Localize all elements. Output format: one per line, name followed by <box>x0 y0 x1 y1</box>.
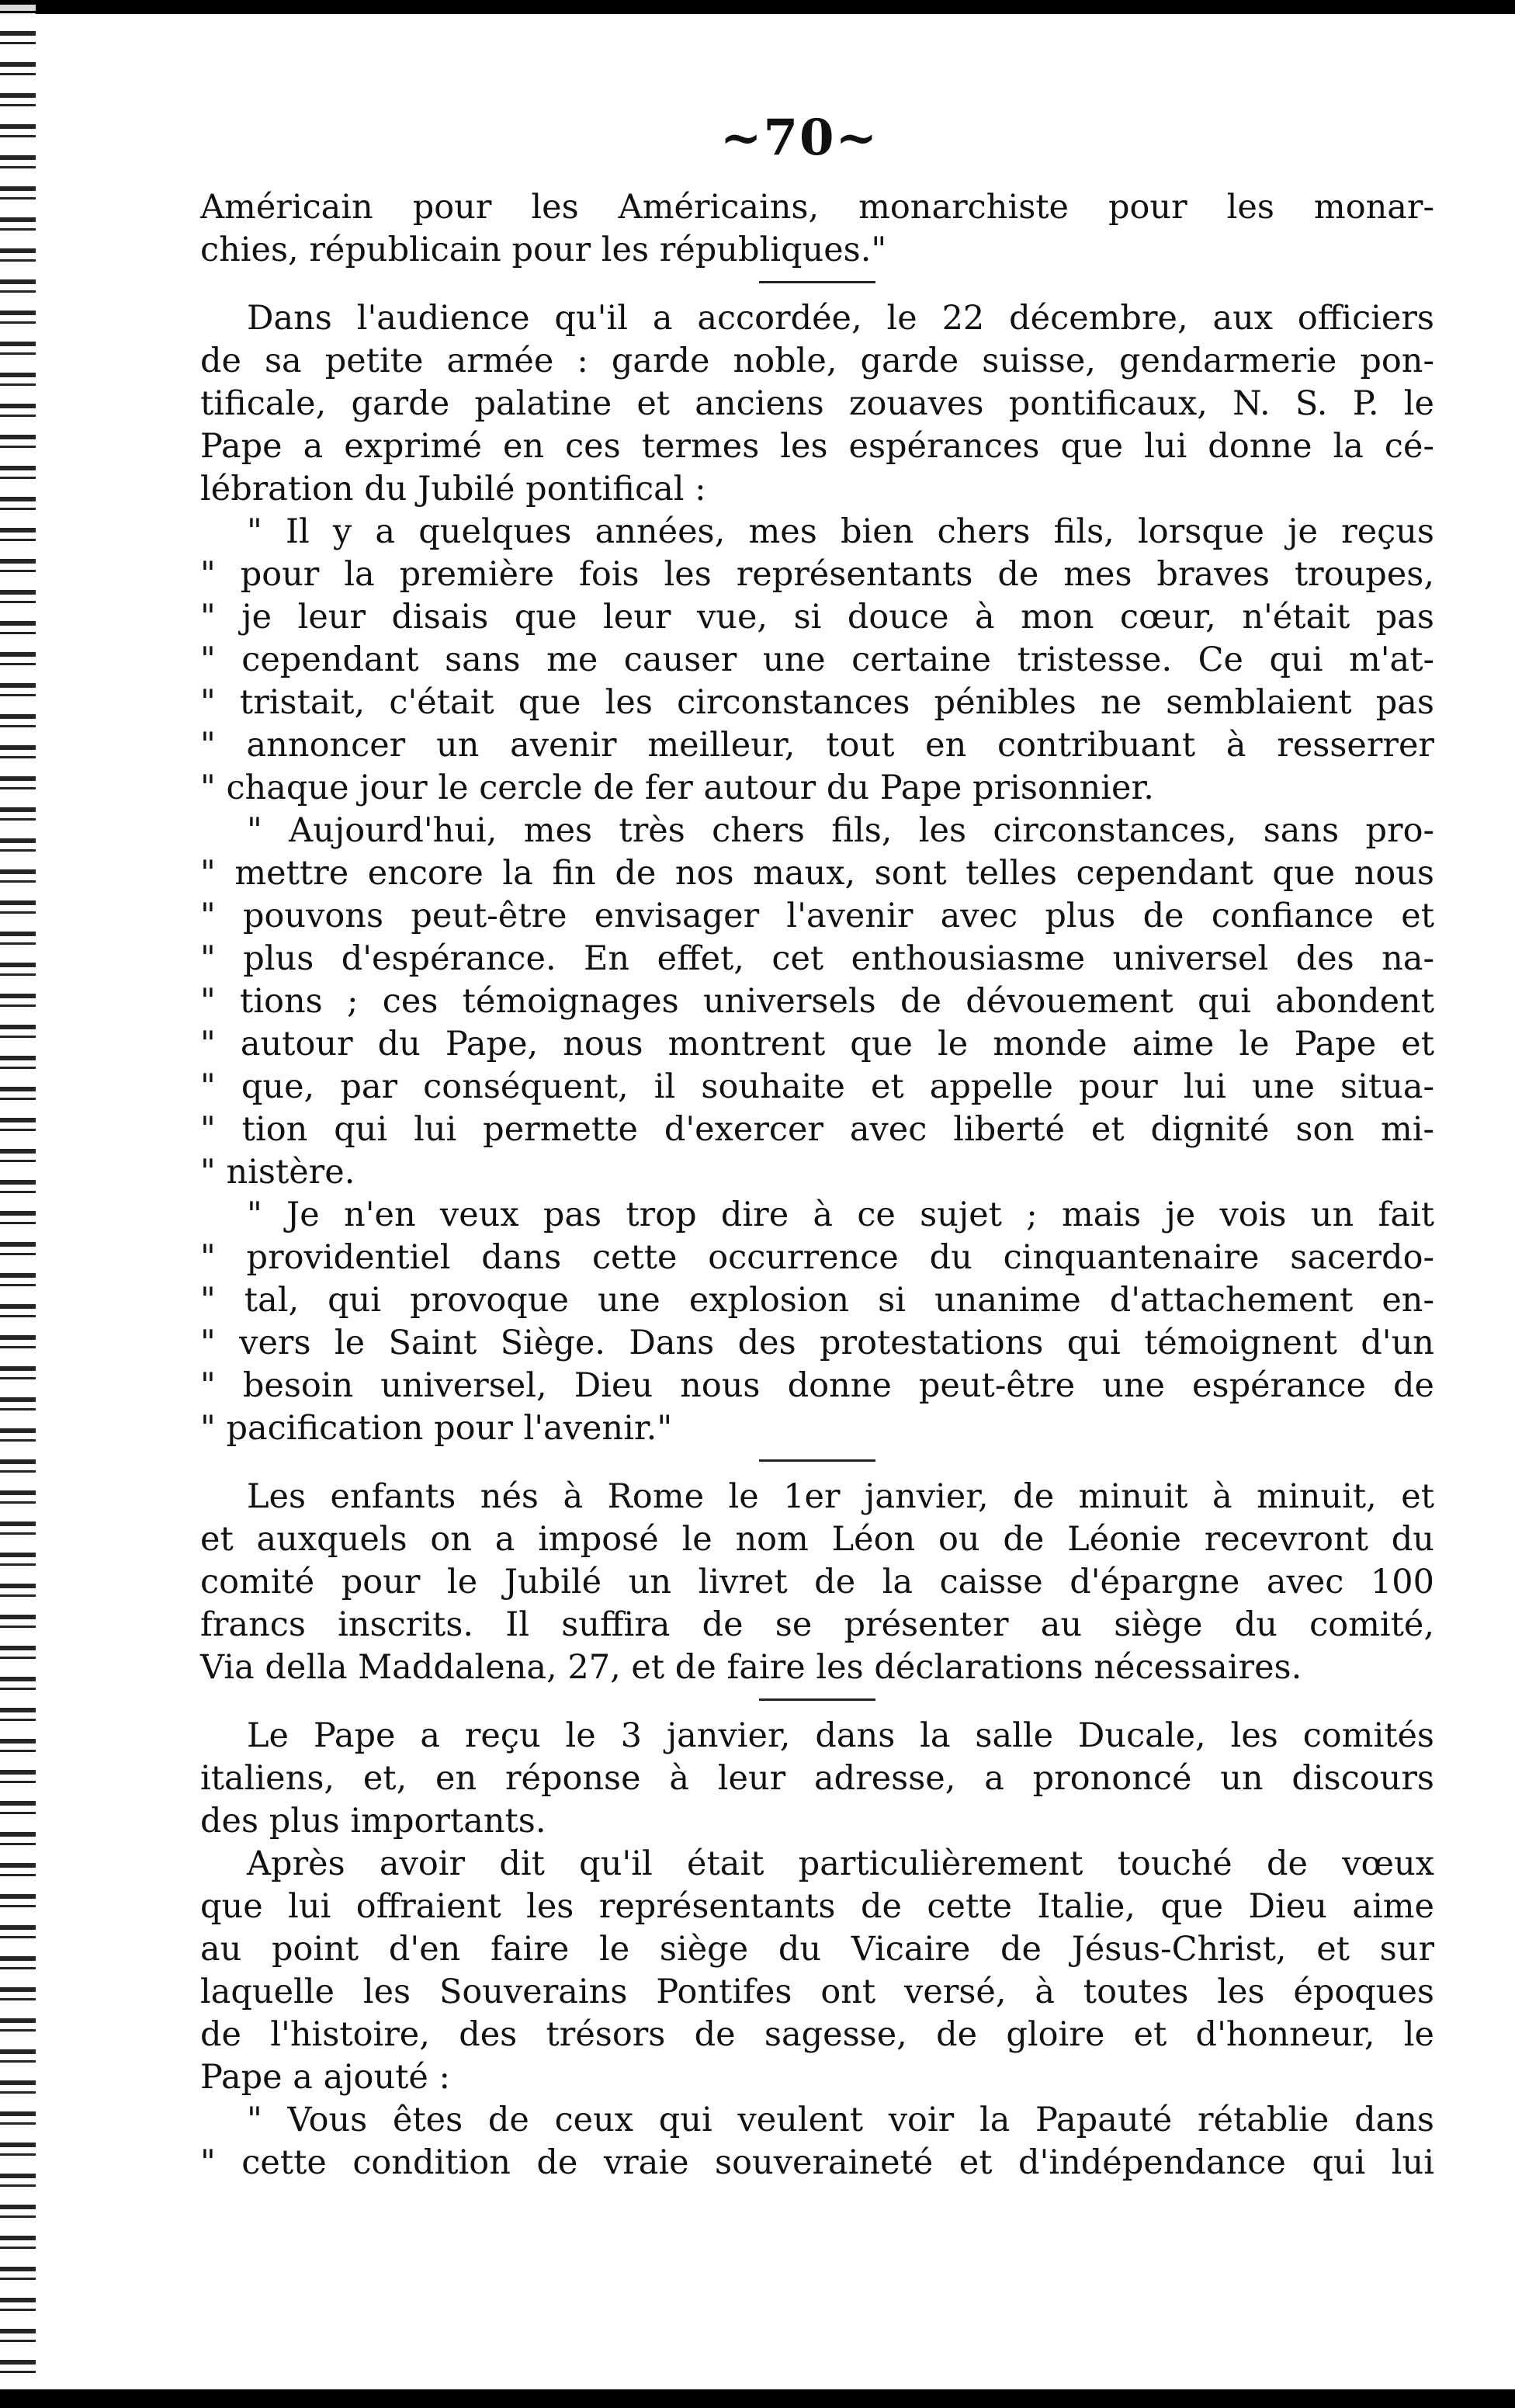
text-line: Les enfants nés à Rome le 1er janvier, de minuit à minuit, et <box>247 1477 1434 1516</box>
quote-line: " providentiel dans cette occurrence du cinquantenaire sacerdo- <box>200 1238 1434 1277</box>
text-line: Pape a exprimé en ces termes les espérances que lui donne la cé- <box>200 427 1434 466</box>
text-line: Le Pape a reçu le 3 janvier, dans la salle Ducale, les comités <box>247 1716 1434 1755</box>
text-line: italiens, et, en réponse à leur adresse, a prononcé un discours <box>200 1759 1434 1798</box>
quote-line: " autour du Pape, nous montrent que le monde aime le Pape et <box>200 1025 1434 1063</box>
quote-line: " mettre encore la fin de nos maux, sont telles cependant que nous <box>200 854 1434 893</box>
quote-line: " tristait, c'était que les circonstances pénibles ne semblaient pas <box>200 683 1434 722</box>
paragraph-enfants <box>200 1476 1434 1689</box>
text-line: comité pour le Jubilé un livret de la caisse d'épargne avec 100 <box>200 1563 1434 1601</box>
text-line: Dans l'audience qu'il a accordée, le 22 décembre, aux officiers <box>247 299 1434 338</box>
quote-line: " pouvons peut-être envisager l'avenir avec plus de confiance et <box>200 897 1434 935</box>
quote-line: " que, par conséquent, il souhaite et appelle pour lui une situa- <box>200 1067 1434 1106</box>
text-line: Américain pour les Américains, monarchiste pour les monar- <box>200 188 1434 227</box>
ornament-left: ~ <box>719 109 764 167</box>
quote-line: " Je n'en veux pas trop dire à ce sujet ; mais je vois un fait <box>247 1195 1434 1234</box>
quote-line: " je leur disais que leur vue, si douce à mon cœur, n'était pas <box>200 598 1434 637</box>
text-line: des plus importants. <box>200 1802 546 1841</box>
text-line: Après avoir dit qu'il était particulièrement touché de vœux <box>247 1844 1434 1883</box>
quote-line: " Il y a quelques années, mes bien chers fils, lorsque je reçus <box>247 512 1434 551</box>
paragraph-americain <box>200 186 1434 272</box>
text-line: et auxquels on a imposé le nom Léon ou de Léonie recevront du <box>200 1520 1434 1559</box>
text-line: Pape a ajouté : <box>200 2058 451 2097</box>
quote-line: " cette condition de vraie souveraineté et d'indépendance qui lui <box>200 2143 1434 2182</box>
text-line: laquelle les Souverains Pontifes ont versé, à toutes les époques <box>200 1973 1434 2011</box>
text-line: tificale, garde palatine et anciens zouaves pontificaux, N. S. P. le <box>200 384 1434 423</box>
text-line: que lui offraient les représentants de cette Italie, que Dieu aime <box>200 1887 1434 1926</box>
text-line: francs inscrits. Il suffira de se présenter au siège du comité, <box>200 1605 1434 1644</box>
quote-line: " tion qui lui permette d'exercer avec liberté et dignité son mi- <box>200 1110 1434 1149</box>
separator-rule <box>759 1698 875 1701</box>
text-line: lébration du Jubilé pontifical : <box>200 470 706 508</box>
quote-line: " cependant sans me causer une certaine tristesse. Ce qui m'at- <box>200 640 1434 679</box>
text-line: chies, républicain pour les républiques." <box>200 231 887 269</box>
ornament-right: ~ <box>835 109 879 167</box>
bottom-border <box>0 2389 1515 2408</box>
quote-line: " chaque jour le cercle de fer autour du Pape prisonnier. <box>200 769 1154 807</box>
paragraph-pape-comites <box>200 1715 1434 2184</box>
page-text <box>200 186 1434 2184</box>
quote-line: " tal, qui provoque une explosion si unanime d'attachement en- <box>200 1281 1434 1320</box>
quote-line: " vers le Saint Siège. Dans des protestations qui témoignent d'un <box>200 1324 1434 1362</box>
quote-line: " Vous êtes de ceux qui veulent voir la Papauté rétablie dans <box>247 2101 1434 2139</box>
top-border <box>0 0 1515 14</box>
quote-line: " annoncer un avenir meilleur, tout en contribuant à resserrer <box>200 726 1434 765</box>
quote-line: " besoin universel, Dieu nous donne peut-être une espérance de <box>200 1366 1434 1405</box>
separator-rule <box>759 281 875 283</box>
quote-line: " plus d'espérance. En effet, cet enthousiasme universel des na- <box>200 939 1434 978</box>
text-line: Via della Maddalena, 27, et de faire les déclarations nécessaires. <box>200 1648 1302 1687</box>
text-line: au point d'en faire le siège du Vicaire de Jésus-Christ, et sur <box>200 1930 1434 1969</box>
left-margin-scan-artifact <box>0 0 36 2408</box>
text-line: de sa petite armée : garde noble, garde suisse, gendarmerie pon- <box>200 342 1434 380</box>
page-number: ~70~ <box>719 109 879 167</box>
quote-line: " tions ; ces témoignages universels de dévouement qui abondent <box>200 982 1434 1021</box>
quote-line: " Aujourd'hui, mes très chers fils, les circonstances, sans pro- <box>247 811 1434 850</box>
separator-rule <box>759 1459 875 1462</box>
quote-line: " nistère. <box>200 1153 355 1192</box>
quote-line: " pacification pour l'avenir." <box>200 1409 673 1448</box>
paragraph-audience <box>200 297 1434 1450</box>
quote-line: " pour la première fois les représentants de mes braves troupes, <box>200 555 1434 594</box>
text-line: de l'histoire, des trésors de sagesse, de gloire et d'honneur, le <box>200 2015 1434 2054</box>
